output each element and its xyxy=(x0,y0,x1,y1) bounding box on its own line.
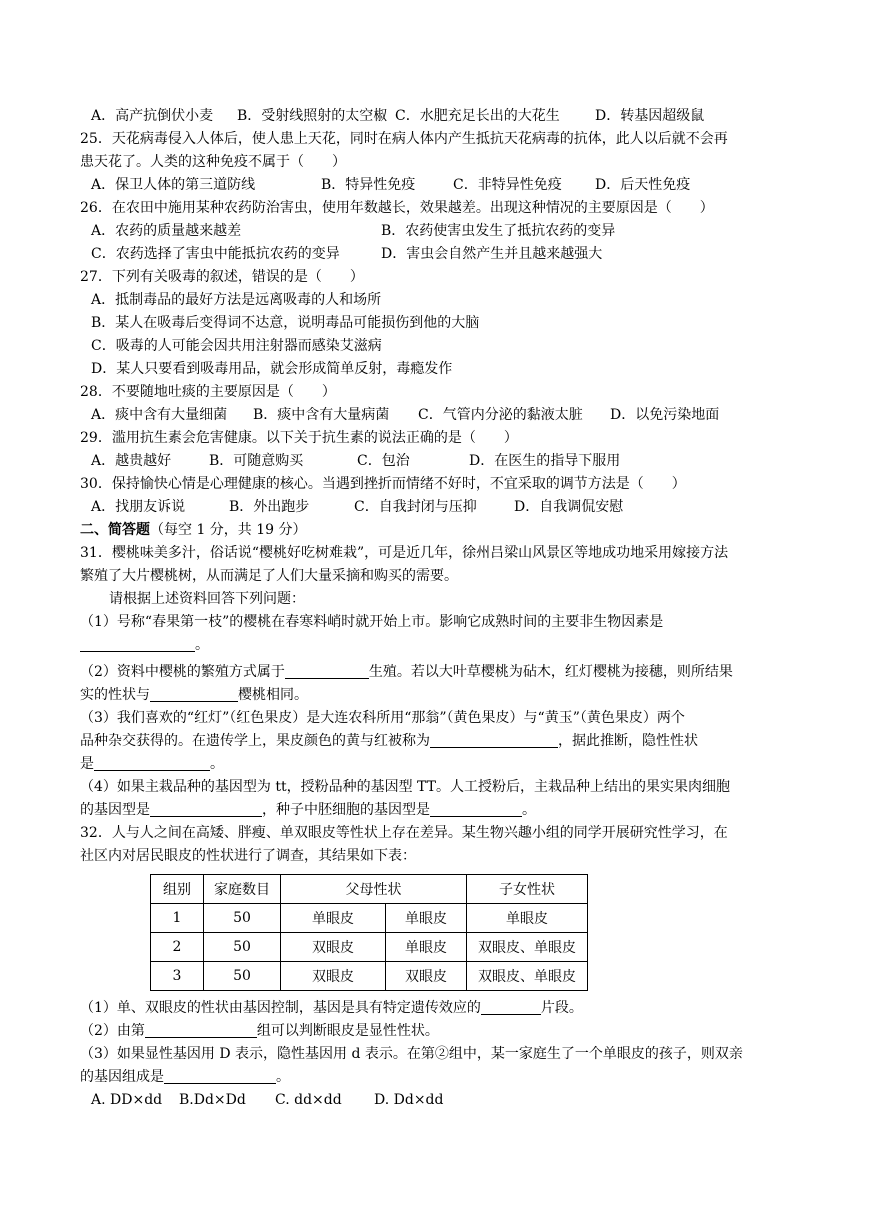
q31-part2-text-a: （2）资料中樱桃的繁殖方式属于 xyxy=(80,664,285,680)
q27-option-d: D．某人只要看到吸毒用品，就会形成简单反射，毒瘾发作 xyxy=(91,361,453,377)
q31-part1-answer-line xyxy=(80,634,792,657)
q31-part3-text-d: 是 xyxy=(80,756,94,772)
table-cell: 单眼皮 xyxy=(467,904,588,933)
table-cell: 50 xyxy=(204,904,281,933)
answer-blank[interactable] xyxy=(145,1022,257,1038)
q30-stem: 30．保持愉快心情是心理健康的核心。当遇到挫折而情绪不好时，不宜采取的调节方法是（ ） xyxy=(80,476,686,492)
q25-options xyxy=(80,174,792,197)
q27-option-b: B．某人在吸毒后变得词不达意，说明毒品可能损伤到他的大脑 xyxy=(91,315,480,331)
table-header: 家庭数目 xyxy=(204,875,281,904)
q31-part3-text-b: 品种杂交获得的。在遗传学上，果皮颜色的黄与红被称为 xyxy=(80,733,430,749)
option-b: B．可随意购买 xyxy=(209,453,304,469)
q32-part1-text-a: （1）单、双眼皮的性状由基因控制，基因是具有特定遗传效应的 xyxy=(80,1000,481,1016)
option-c: C．气管内分泌的黏液太脏 xyxy=(418,407,583,423)
table-header: 子女性状 xyxy=(467,875,588,904)
option-a: A．农药的质量越来越差 xyxy=(91,223,242,239)
table-cell: 2 xyxy=(151,933,204,962)
answer-blank[interactable] xyxy=(430,801,522,817)
q29-options xyxy=(80,450,792,473)
q31-part4-line2 xyxy=(80,799,792,822)
answer-blank[interactable] xyxy=(481,999,541,1015)
q30-options xyxy=(80,496,792,519)
table-cell: 双眼皮 xyxy=(281,962,386,991)
option-d: D．转基因超级鼠 xyxy=(595,108,705,124)
q25-stem-line2: 患天花了。人类的这种免疫不属于（ ） xyxy=(80,154,346,170)
option-a: A. DD×dd xyxy=(91,1092,163,1108)
q32-part2-line xyxy=(80,1020,792,1043)
exam-content xyxy=(80,105,792,1112)
punctuation: 。 xyxy=(210,756,224,772)
q31-part2-text-d: 樱桃相同。 xyxy=(238,687,308,703)
option-b: B．农药使害虫发生了抵抗农药的变异 xyxy=(381,223,616,239)
q31-part4-text-c: ，种子中胚细胞的基因型是 xyxy=(262,802,430,818)
table-cell: 单眼皮 xyxy=(386,904,467,933)
q32-part2-text-a: （2）由第 xyxy=(80,1023,145,1039)
answer-blank[interactable] xyxy=(164,1068,276,1084)
table-row xyxy=(151,933,588,962)
q28-stem: 28．不要随地吐痰的主要原因是（ ） xyxy=(80,384,336,400)
option-a: A．越贵越好 xyxy=(91,453,172,469)
q32-stem-line1: 32．人与人之间在高矮、胖瘦、单双眼皮等性状上存在差异。某生物兴趣小组的同学开展研究性学习，在 xyxy=(80,825,728,841)
option-a: A．高产抗倒伏小麦 xyxy=(91,108,214,124)
q31-part2-line2 xyxy=(80,684,792,707)
section-heading xyxy=(80,519,792,542)
q31-part2-text-b: 生殖。若以大叶草樱桃为砧木，红灯樱桃为接穗，则所结果 xyxy=(368,664,733,680)
q26-options-row2 xyxy=(80,243,792,266)
q32-part2-text-b: 组可以判断眼皮是显性性状。 xyxy=(256,1023,439,1039)
q32-part3-text-b: 的基因组成是 xyxy=(80,1069,164,1085)
punctuation: 。 xyxy=(276,1069,290,1085)
table-row xyxy=(151,904,588,933)
q32-stem-line2: 社区内对居民眼皮的性状进行了调查，其结果如下表： xyxy=(80,848,416,864)
option-b: B．受射线照射的太空椒 xyxy=(237,108,388,124)
q26-options-row1 xyxy=(80,220,792,243)
q27-stem: 27．下列有关吸毒的叙述，错误的是（ ） xyxy=(80,269,364,285)
option-d: D．害虫会自然产生并且越来越强大 xyxy=(381,246,603,262)
table-cell: 双眼皮 xyxy=(386,962,467,991)
eyelid-survey-table xyxy=(150,874,588,991)
q32-part3-line2 xyxy=(80,1066,792,1089)
option-b: B．特异性免疫 xyxy=(321,177,416,193)
table-cell: 双眼皮 xyxy=(281,933,386,962)
q31-part3-line1: （3）我们喜欢的“红灯”（红色果皮）是大连农科所用“那翁”（黄色果皮）与“黄玉”（黄色果皮）两个 xyxy=(80,710,685,726)
option-b: B．外出跑步 xyxy=(229,499,310,515)
q26-stem: 26．在农田中施用某种农药防治害虫，使用年数越长，效果越差。出现这种情况的主要原因是（ ） xyxy=(80,200,714,216)
q24-options xyxy=(80,105,792,128)
q31-part2-line1 xyxy=(80,661,792,684)
q31-part1-text: （1）号称“春果第一枝”的樱桃在春寒料峭时就开始上市。影响它成熟时间的主要非生物因素是 xyxy=(80,614,664,630)
table-cell: 50 xyxy=(204,962,281,991)
answer-blank[interactable] xyxy=(285,663,369,679)
table-cell: 双眼皮、单眼皮 xyxy=(467,933,588,962)
option-c: C．自我封闭与压抑 xyxy=(354,499,477,515)
table-cell: 单眼皮 xyxy=(386,933,467,962)
q31-stem-line1: 31．樱桃味美多汁，俗话说“樱桃好吃树难栽”，可是近几年，徐州吕梁山风景区等地成功地采用嫁接方法 xyxy=(80,545,729,561)
table-cell: 1 xyxy=(151,904,204,933)
option-a: A．保卫人体的第三道防线 xyxy=(91,177,256,193)
q25-stem-line1: 25．天花病毒侵入人体后，使人患上天花，同时在病人体内产生抵抗天花病毒的抗体，此人以后就不会再 xyxy=(80,131,728,147)
option-d: D．以免污染地面 xyxy=(610,407,720,423)
option-d: D．在医生的指导下服用 xyxy=(469,453,621,469)
answer-blank[interactable] xyxy=(150,686,238,702)
table-header: 组别 xyxy=(151,875,204,904)
punctuation: 。 xyxy=(195,637,209,653)
table-cell: 50 xyxy=(204,933,281,962)
option-c: C．水肥充足长出的大花生 xyxy=(395,108,560,124)
section-score-note: （每空 1 分，共 19 分） xyxy=(150,522,307,538)
option-d: D. Dd×dd xyxy=(374,1092,444,1108)
option-b: B．痰中含有大量病菌 xyxy=(253,407,390,423)
q32-options xyxy=(80,1089,792,1112)
q31-part4-text-b: 的基因型是 xyxy=(80,802,150,818)
q31-part2-text-c: 实的性状与 xyxy=(80,687,150,703)
q29-stem: 29．滥用抗生素会危害健康。以下关于抗生素的说法正确的是（ ） xyxy=(80,430,518,446)
q27-option-a: A．抵制毒品的最好方法是远离吸毒的人和场所 xyxy=(91,292,382,308)
table-header-row xyxy=(151,875,588,904)
table-cell: 3 xyxy=(151,962,204,991)
table-cell: 单眼皮 xyxy=(281,904,386,933)
q31-part3-text-c: ，据此推断，隐性性状 xyxy=(558,733,698,749)
q28-options xyxy=(80,404,792,427)
q32-part1-text-b: 片段。 xyxy=(540,1000,583,1016)
q32-part3-line1: （3）如果显性基因用 D 表示，隐性基因用 d 表示。在第②组中，某一家庭生了一个单眼皮的孩子，则双亲 xyxy=(80,1046,743,1062)
table-cell: 双眼皮、单眼皮 xyxy=(467,962,588,991)
option-c: C．农药选择了害虫中能抵抗农药的变异 xyxy=(91,246,340,262)
q31-part4-line1: （4）如果主栽品种的基因型为 tt，授粉品种的基因型 TT。人工授粉后，主栽品种上结出的果实果肉细胞 xyxy=(80,779,730,795)
option-b: B.Dd×Dd xyxy=(179,1092,246,1108)
q32-part1-line xyxy=(80,997,792,1020)
q31-part3-line2 xyxy=(80,730,792,753)
option-a: A．痰中含有大量细菌 xyxy=(91,407,228,423)
q27-option-c: C．吸毒的人可能会因共用注射器而感染艾滋病 xyxy=(91,338,382,354)
option-d: D．自我调侃安慰 xyxy=(514,499,624,515)
q31-part3-line3 xyxy=(80,753,792,776)
q31-instruction: 请根据上述资料回答下列问题： xyxy=(109,591,305,607)
answer-blank[interactable] xyxy=(430,732,558,748)
q31-stem-line2: 繁殖了大片樱桃树，从而满足了人们大量采摘和购买的需要。 xyxy=(80,568,458,584)
answer-blank[interactable] xyxy=(150,801,262,817)
answer-blank[interactable] xyxy=(80,636,195,652)
option-a: A．找朋友诉说 xyxy=(91,499,186,515)
table-row xyxy=(151,962,588,991)
option-d: D．后天性免疫 xyxy=(595,177,691,193)
option-c: C．包治 xyxy=(357,453,410,469)
option-c: C．非特异性免疫 xyxy=(453,177,562,193)
option-c: C. dd×dd xyxy=(275,1092,342,1108)
punctuation: 。 xyxy=(522,802,536,818)
section-title: 二、简答题 xyxy=(80,522,150,538)
table-header: 父母性状 xyxy=(281,875,467,904)
answer-blank[interactable] xyxy=(94,755,210,771)
